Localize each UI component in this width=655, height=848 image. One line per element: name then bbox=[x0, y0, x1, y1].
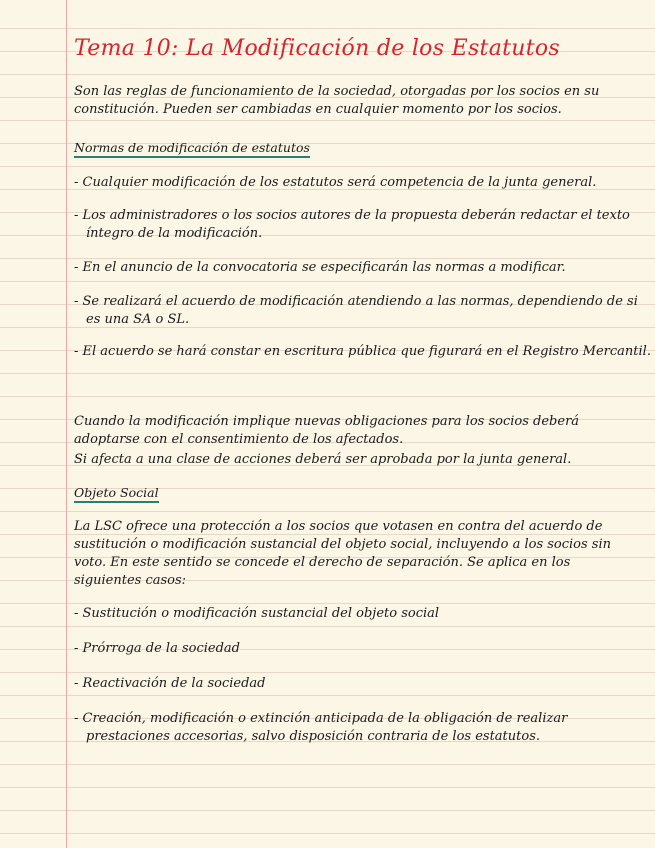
list-item: - Creación, modificación o extinción anticipada de la obligación de realizar prestaciones accesorias, salvo disposición contraria de los estatutos. bbox=[74, 711, 568, 744]
margin-line bbox=[66, 0, 67, 848]
section-heading-normas: Normas de modificación de estatutos bbox=[74, 140, 310, 158]
objeto-social-paragraph: La LSC ofrece una protección a los socios que votasen en contra del acuerdo de sustitución o modificación sustancial del objeto social, incluyendo a los socios sin voto. En este sentido se concede el derecho de separación. Se aplica en los siguientes casos: bbox=[74, 519, 612, 588]
section-heading-objeto-social: Objeto Social bbox=[74, 485, 159, 503]
intro-paragraph: Son las reglas de funcionamiento de la sociedad, otorgadas por los socios en su constitución. Pueden ser cambiadas en cualquier momento por los socios. bbox=[74, 84, 600, 117]
list-item: - En el anuncio de la convocatoria se especificarán las normas a modificar. bbox=[74, 260, 566, 275]
list-item: - Los administradores o los socios autores de la propuesta deberán redactar el texto íntegro de la modificación. bbox=[74, 208, 630, 241]
note-paragraph-obligaciones: Cuando la modificación implique nuevas obligaciones para los socios deberá adoptarse con el consentimiento de los afectados. bbox=[74, 414, 580, 447]
list-item: - Cualquier modificación de los estatutos será competencia de la junta general. bbox=[74, 175, 597, 190]
list-item: - Sustitución o modificación sustancial del objeto social bbox=[74, 606, 440, 621]
note-paragraph-acciones: Si afecta a una clase de acciones deberá ser aprobada por la junta general. bbox=[74, 452, 572, 467]
list-item: - Prórroga de la sociedad bbox=[74, 641, 240, 656]
list-item: - El acuerdo se hará constar en escritura pública que figurará en el Registro Mercantil. bbox=[74, 344, 651, 359]
page-title: Tema 10: La Modificación de los Estatutos bbox=[74, 36, 560, 61]
list-item: - Reactivación de la sociedad bbox=[74, 676, 266, 691]
list-item: - Se realizará el acuerdo de modificación atendiendo a las normas, dependiendo de si es una SA o SL. bbox=[74, 294, 638, 327]
